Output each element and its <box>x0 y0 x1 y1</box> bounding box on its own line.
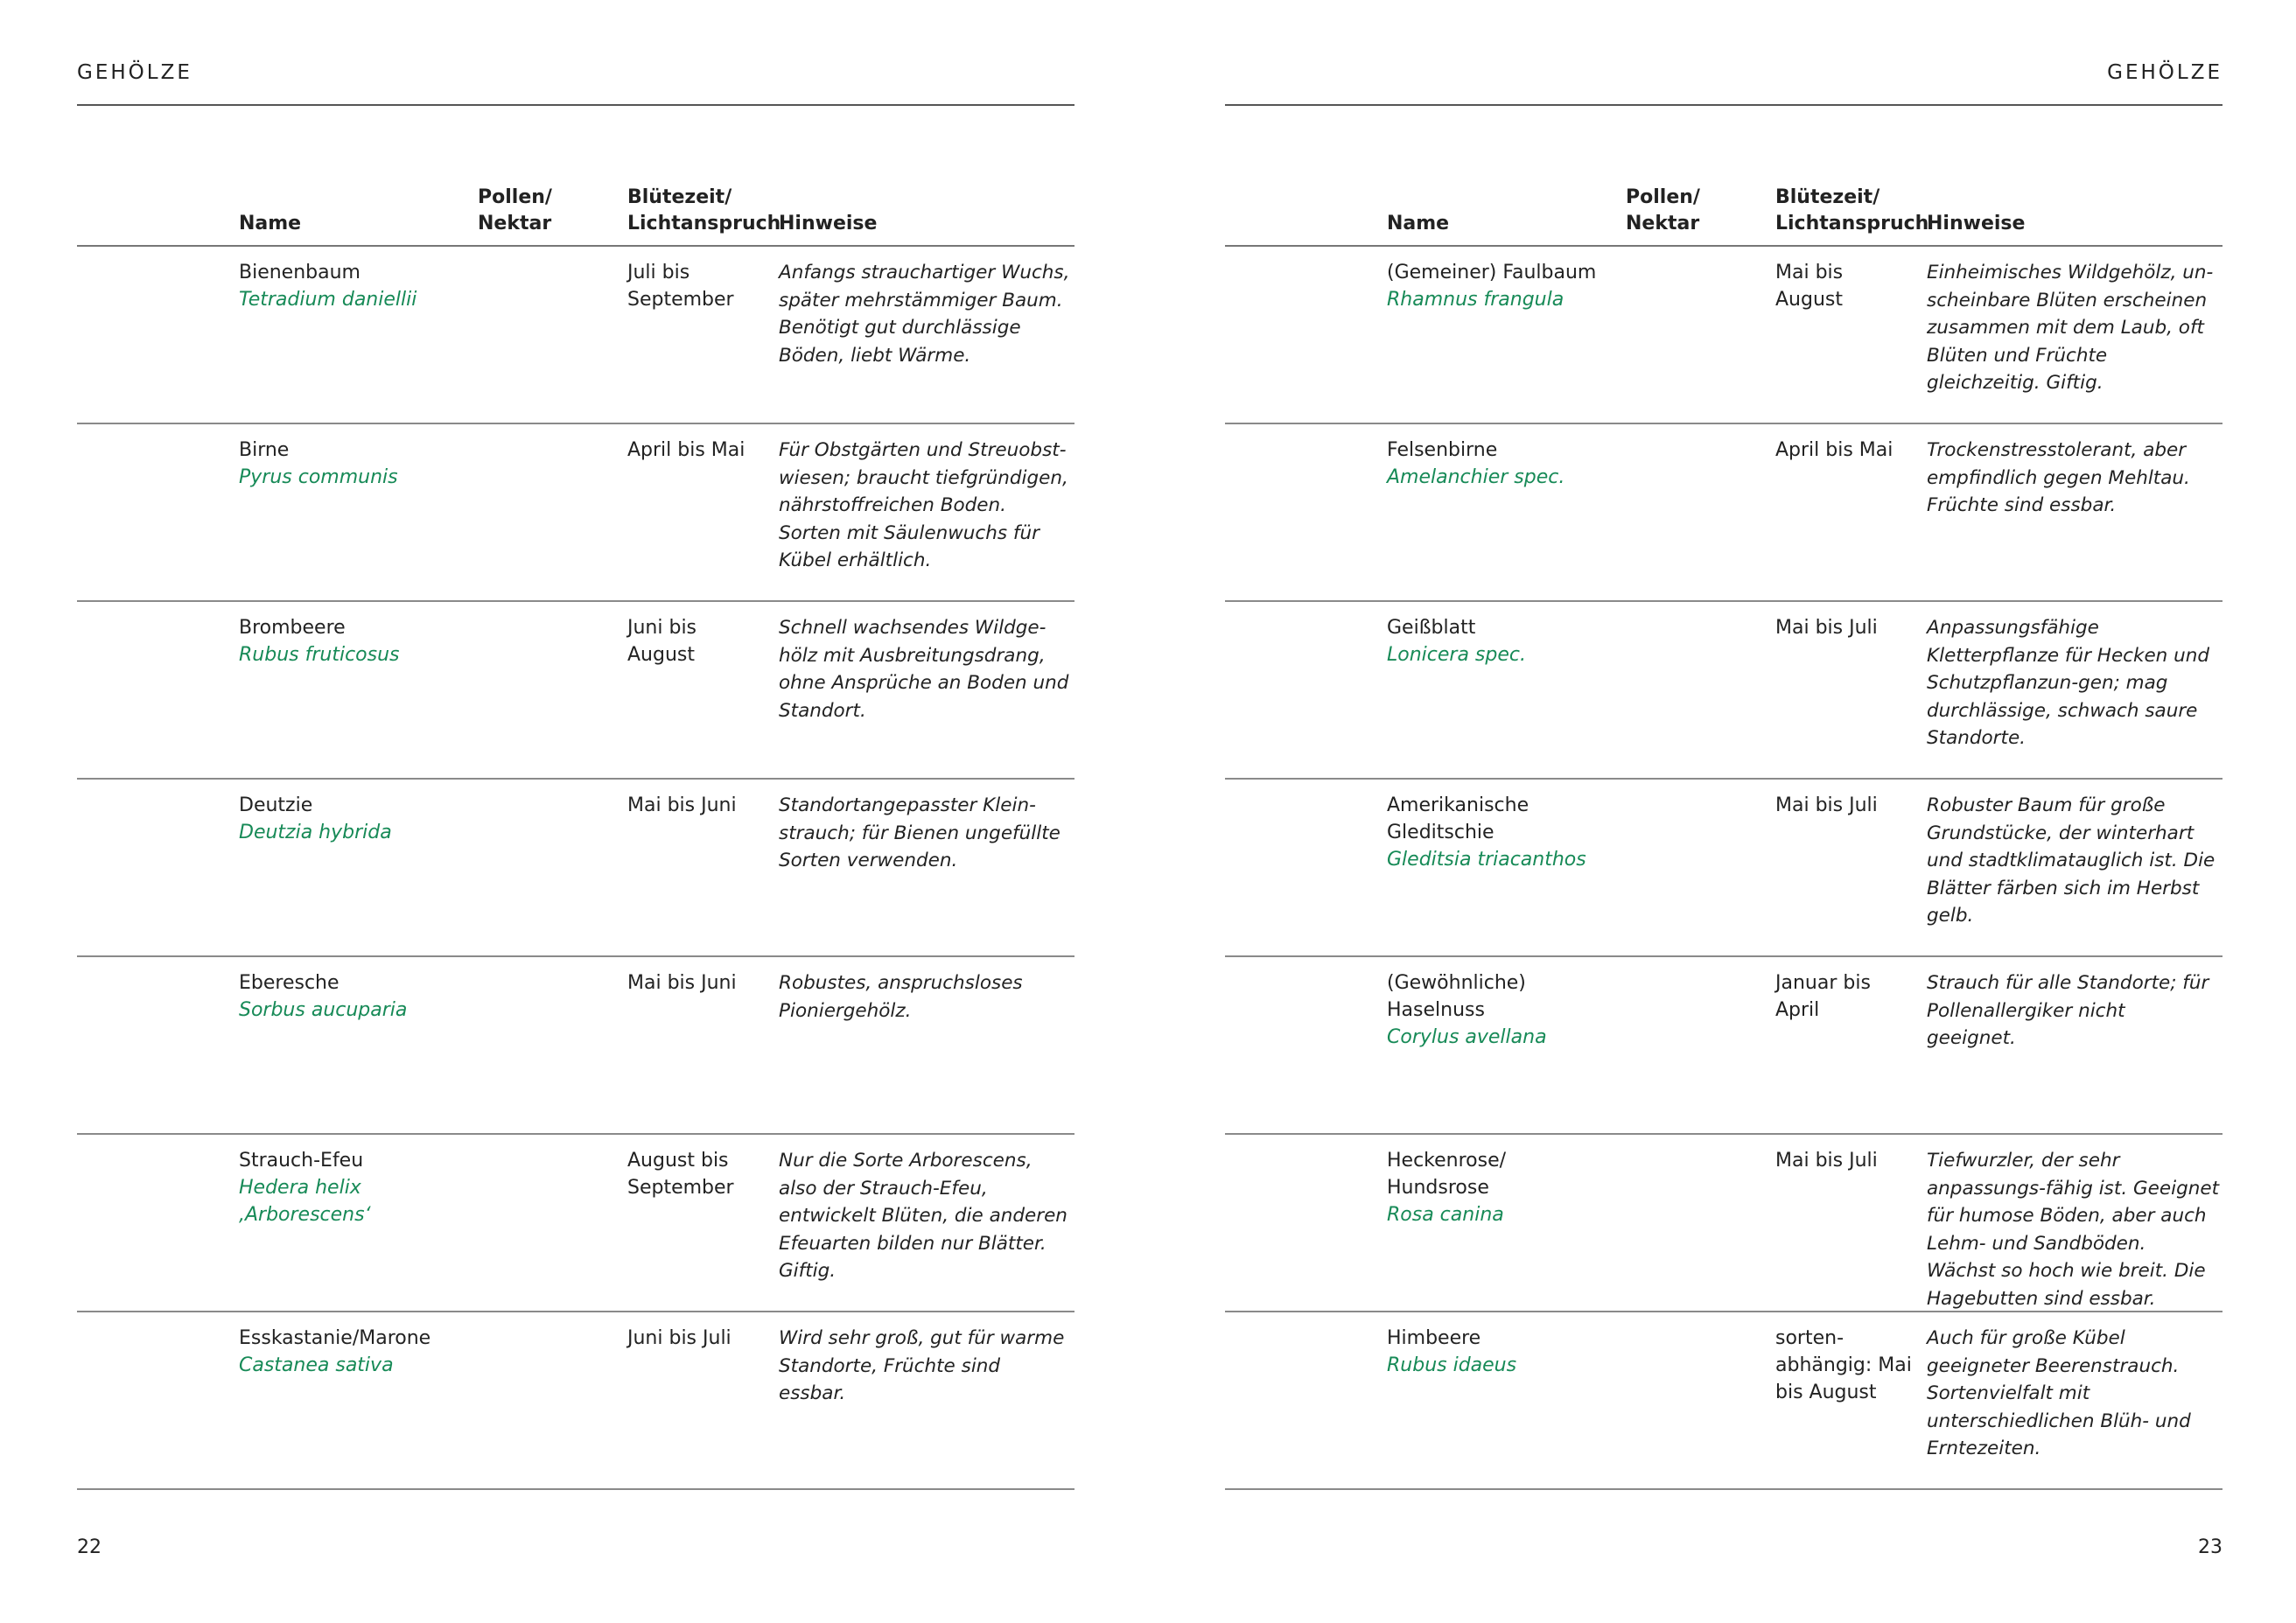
hint-cell <box>779 969 1072 1025</box>
nektar-rating <box>1626 294 1642 325</box>
latin-name: Rubus idaeus <box>1387 1354 1517 1376</box>
plant-photo-frame <box>88 973 204 1089</box>
plant-name-cell <box>239 614 458 668</box>
common-name: Strauch-Efeu <box>239 1150 364 1172</box>
pollen-nektar-rating <box>478 262 494 325</box>
pollen-nektar-rating <box>478 795 494 858</box>
nektar-rating <box>1626 827 1642 858</box>
pollen-rating <box>478 1328 494 1360</box>
bloom-time: August bis September <box>627 1150 734 1199</box>
hint-cell <box>1927 969 2220 1053</box>
bloom-cell <box>627 1325 767 1355</box>
bloom-cell <box>1775 259 1915 317</box>
page-number: 22 <box>77 1536 102 1558</box>
hint-cell <box>1927 437 2220 520</box>
table-row <box>1225 602 2222 780</box>
common-name: (Gewöhnliche) Haselnuss <box>1387 972 1526 1021</box>
pollen-nektar-rating <box>478 1328 494 1391</box>
column-header-hinweise: Hinweise <box>1927 213 2026 234</box>
bloom-time: April bis Mai <box>1775 439 1894 461</box>
plant-photo-frame <box>1236 262 1352 379</box>
hint-text: Tiefwurzler, der sehr anpassungs-fähig ist. Geeignet für humose Böden, aber auch Lehm- und Sandböden. Wächst so hoch wie breit. Die Hagebutten sind essbar. <box>1927 1150 2220 1310</box>
bloom-cell <box>627 259 767 317</box>
pollen-rating <box>1626 973 1642 1004</box>
table-row <box>77 780 1074 957</box>
plant-photo-frame <box>88 262 204 379</box>
pollen-rating <box>1626 1328 1642 1360</box>
plant-name-cell <box>239 969 458 1024</box>
hint-cell <box>779 792 1072 875</box>
latin-name: Deutzia hybrida <box>239 822 392 843</box>
bloom-time: Juni bis August <box>627 617 697 666</box>
plant-photo-frame <box>1236 618 1352 734</box>
pollen-nektar-rating <box>1626 618 1642 681</box>
pollen-nektar-rating <box>1626 1151 1642 1214</box>
pollen-rating <box>478 618 494 649</box>
plant-name-cell <box>1387 792 1606 873</box>
nektar-rating <box>478 827 494 858</box>
pollen-rating <box>478 440 494 472</box>
table-row <box>77 247 1074 424</box>
latin-name: Amelanchier spec. <box>1387 466 1565 488</box>
hint-text: Auch für große Kübel geeigneter Beerenstrauch. Sortenvielfalt mit unterschiedlichen Blüh- und Erntezeiten. <box>1927 1327 2191 1459</box>
plant-photo-frame <box>1236 1151 1352 1267</box>
common-name: Bienenbaum <box>239 262 360 283</box>
latin-name: Tetradium daniellii <box>239 289 417 311</box>
nektar-rating <box>478 294 494 325</box>
hint-text: Schnell wachsendes Wildge-hölz mit Ausbreitungsdrang, ohne Ansprüche an Boden und Standort. <box>779 617 1069 722</box>
hint-text: Strauch für alle Standorte; für Pollenallergiker nicht geeignet. <box>1927 972 2209 1049</box>
table-row <box>77 1312 1074 1490</box>
bloom-time: Mai bis August <box>1775 262 1844 311</box>
bloom-cell <box>1775 437 1915 467</box>
plant-name-cell <box>239 1325 458 1379</box>
plant-name-cell <box>1387 969 1606 1051</box>
pollen-rating <box>1626 795 1642 827</box>
nektar-rating <box>1626 472 1642 503</box>
common-name: (Gemeiner) Faulbaum <box>1387 262 1597 283</box>
latin-name: Rubus fruticosus <box>239 644 400 666</box>
pollen-nektar-rating <box>478 618 494 681</box>
pollen-nektar-rating <box>1626 262 1642 325</box>
plant-photo <box>1236 262 1352 379</box>
left-page <box>77 0 1074 1623</box>
header-rule <box>1225 104 2222 106</box>
pollen-rating <box>478 1151 494 1182</box>
hint-text: Nur die Sorte Arborescens, also der Strauch-Efeu, entwickelt Blüten, die anderen Efeuarten bilden nur Blätter. Giftig. <box>779 1150 1068 1282</box>
column-header-pollen: Pollen/ Nektar <box>1626 186 1700 234</box>
plant-photo <box>88 1328 204 1445</box>
hint-cell <box>779 259 1072 369</box>
latin-name: Lonicera spec. <box>1387 644 1526 666</box>
table-row <box>1225 957 2222 1135</box>
right-page <box>1225 0 2222 1623</box>
pollen-rating <box>1626 262 1642 294</box>
table-row <box>77 424 1074 602</box>
plant-photo-frame <box>88 440 204 556</box>
table-row <box>1225 424 2222 602</box>
nektar-rating <box>1626 649 1642 681</box>
bloom-time: Mai bis Juli <box>1775 794 1878 816</box>
bloom-cell <box>1775 1325 1915 1410</box>
hint-cell <box>1927 792 2220 930</box>
hint-cell <box>779 614 1072 724</box>
pollen-rating <box>478 973 494 1004</box>
plant-photo <box>88 973 204 1089</box>
plant-name-cell <box>239 792 458 846</box>
common-name: Eberesche <box>239 972 340 994</box>
table-row <box>77 1135 1074 1312</box>
pollen-rating <box>478 262 494 294</box>
plant-photo-frame <box>88 618 204 734</box>
plant-photo <box>88 795 204 912</box>
plant-name-cell <box>239 259 458 313</box>
plant-name-cell <box>239 1147 458 1228</box>
latin-name: Sorbus aucuparia <box>239 999 408 1021</box>
latin-name: Hedera helix ‚Arborescens‘ <box>239 1177 371 1226</box>
table-row <box>1225 780 2222 957</box>
page-header: GEHÖLZE <box>77 61 192 84</box>
table-row <box>1225 1312 2222 1490</box>
bloom-time: Juli bis September <box>627 262 734 311</box>
bloom-time: Mai bis Juli <box>1775 617 1878 639</box>
pollen-nektar-rating <box>478 440 494 503</box>
plant-photo-frame <box>1236 973 1352 1089</box>
latin-name: Pyrus communis <box>239 466 398 488</box>
hint-cell <box>779 1325 1072 1408</box>
plant-name-cell <box>1387 614 1606 668</box>
page-number: 23 <box>2198 1536 2222 1558</box>
hint-text: Trockenstresstolerant, aber empfindlich gegen Mehltau. Früchte sind essbar. <box>1927 439 2190 516</box>
plant-photo-frame <box>1236 795 1352 912</box>
plant-photo <box>88 440 204 556</box>
hint-text: Robustes, anspruchsloses Pioniergehölz. <box>779 972 1023 1022</box>
nektar-rating <box>478 649 494 681</box>
plant-photo-frame <box>1236 1328 1352 1445</box>
header-rule <box>77 104 1074 106</box>
bloom-cell <box>627 1147 767 1205</box>
common-name: Himbeere <box>1387 1327 1481 1349</box>
column-header-bluete: Blütezeit/ Lichtanspruch <box>1775 186 1929 234</box>
row-divider <box>1225 1488 2222 1490</box>
hint-cell <box>1927 1325 2220 1463</box>
pollen-nektar-rating <box>1626 795 1642 858</box>
column-header-bluete: Blütezeit/ Lichtanspruch <box>627 186 781 234</box>
common-name: Felsenbirne <box>1387 439 1498 461</box>
nektar-rating <box>478 1360 494 1391</box>
common-name: Deutzie <box>239 794 313 816</box>
hint-text: Robuster Baum für große Grundstücke, der winterhart und stadtklimatauglich ist. Die Blätter färben sich im Herbst gelb. <box>1927 794 2216 927</box>
hint-text: Standortangepasster Klein-strauch; für Bienen ungefüllte Sorten verwenden. <box>779 794 1060 871</box>
bloom-cell <box>1775 614 1915 645</box>
nektar-rating <box>478 1004 494 1036</box>
plant-photo <box>1236 973 1352 1089</box>
plant-photo <box>1236 440 1352 556</box>
latin-name: Castanea sativa <box>239 1354 394 1376</box>
nektar-rating <box>1626 1360 1642 1391</box>
bloom-time: Januar bis April <box>1775 972 1871 1021</box>
column-header-pollen: Pollen/ Nektar <box>478 186 552 234</box>
nektar-rating <box>1626 1182 1642 1214</box>
common-name: Heckenrose/ Hundsrose <box>1387 1150 1507 1199</box>
bloom-time: Mai bis Juli <box>1775 1150 1878 1172</box>
bloom-time: Juni bis Juli <box>627 1327 732 1349</box>
plant-name-cell <box>1387 259 1606 313</box>
plant-name-cell <box>1387 437 1606 491</box>
plant-photo-frame <box>88 1328 204 1445</box>
nektar-rating <box>1626 1004 1642 1036</box>
bloom-time: Mai bis Juni <box>627 972 737 994</box>
plant-photo <box>1236 1151 1352 1267</box>
page-header: GEHÖLZE <box>2107 61 2222 84</box>
hint-cell <box>779 437 1072 575</box>
plant-photo <box>88 1151 204 1267</box>
pollen-nektar-rating <box>478 1151 494 1214</box>
plant-photo-frame <box>1236 440 1352 556</box>
bloom-time: April bis Mai <box>627 439 746 461</box>
common-name: Geißblatt <box>1387 617 1476 639</box>
pollen-rating <box>478 795 494 827</box>
bloom-cell <box>1775 969 1915 1027</box>
plant-photo <box>88 618 204 734</box>
pollen-rating <box>1626 618 1642 649</box>
bloom-time: sorten- abhängig: Mai bis August <box>1775 1327 1912 1403</box>
hint-cell <box>1927 614 2220 752</box>
bloom-cell <box>627 792 767 822</box>
plant-photo <box>88 262 204 379</box>
nektar-rating <box>478 472 494 503</box>
common-name: Brombeere <box>239 617 346 639</box>
hint-cell <box>779 1147 1072 1285</box>
hint-text: Anpassungsfähige Kletterpflanze für Hecken und Schutzpflanzun-gen; mag durchlässige, schwach saure Standorte. <box>1927 617 2210 749</box>
pollen-nektar-rating <box>1626 973 1642 1036</box>
common-name: Birne <box>239 439 290 461</box>
bloom-time: Mai bis Juni <box>627 794 737 816</box>
plant-name-cell <box>1387 1147 1606 1228</box>
hint-text: Für Obstgärten und Streuobst-wiesen; braucht tiefgründigen, nährstoffreichen Boden. Sorten mit Säulenwuchs für Kübel erhältlich. <box>779 439 1068 571</box>
pollen-nektar-rating <box>1626 440 1642 503</box>
row-divider <box>77 1488 1074 1490</box>
hint-text: Wird sehr groß, gut für warme Standorte, Früchte sind essbar. <box>779 1327 1065 1404</box>
bloom-cell <box>627 614 767 672</box>
latin-name: Corylus avellana <box>1387 1026 1547 1048</box>
column-header-name: Name <box>239 213 302 234</box>
pollen-rating <box>1626 440 1642 472</box>
nektar-rating <box>478 1182 494 1214</box>
latin-name: Rhamnus frangula <box>1387 289 1564 311</box>
plant-name-cell <box>239 437 458 491</box>
plant-photo-frame <box>88 795 204 912</box>
common-name: Esskastanie/Marone <box>239 1327 431 1349</box>
latin-name: Rosa canina <box>1387 1204 1504 1226</box>
plant-photo-frame <box>88 1151 204 1267</box>
table-row <box>77 602 1074 780</box>
hint-cell <box>1927 1147 2220 1312</box>
hint-cell <box>1927 259 2220 397</box>
bloom-cell <box>627 437 767 467</box>
table-row <box>77 957 1074 1135</box>
plant-photo <box>1236 795 1352 912</box>
pollen-rating <box>1626 1151 1642 1182</box>
table-row <box>1225 1135 2222 1312</box>
hint-text: Anfangs strauchartiger Wuchs, später mehrstämmiger Baum. Benötigt gut durchlässige Böden, liebt Wärme. <box>779 262 1070 367</box>
plant-photo <box>1236 1328 1352 1445</box>
pollen-nektar-rating <box>478 973 494 1036</box>
column-header-name: Name <box>1387 213 1450 234</box>
pollen-nektar-rating <box>1626 1328 1642 1391</box>
plant-photo <box>1236 618 1352 734</box>
bloom-cell <box>627 969 767 1000</box>
bloom-cell <box>1775 1147 1915 1178</box>
bloom-cell <box>1775 792 1915 822</box>
common-name: Amerikanische Gleditschie <box>1387 794 1530 843</box>
hint-text: Einheimisches Wildgehölz, un-scheinbare Blüten erscheinen zusammen mit dem Laub, oft Blüten und Früchte gleichzeitig. Giftig. <box>1927 262 2214 394</box>
plant-name-cell <box>1387 1325 1606 1379</box>
table-row <box>1225 247 2222 424</box>
column-header-hinweise: Hinweise <box>779 213 878 234</box>
latin-name: Gleditsia triacanthos <box>1387 849 1586 871</box>
